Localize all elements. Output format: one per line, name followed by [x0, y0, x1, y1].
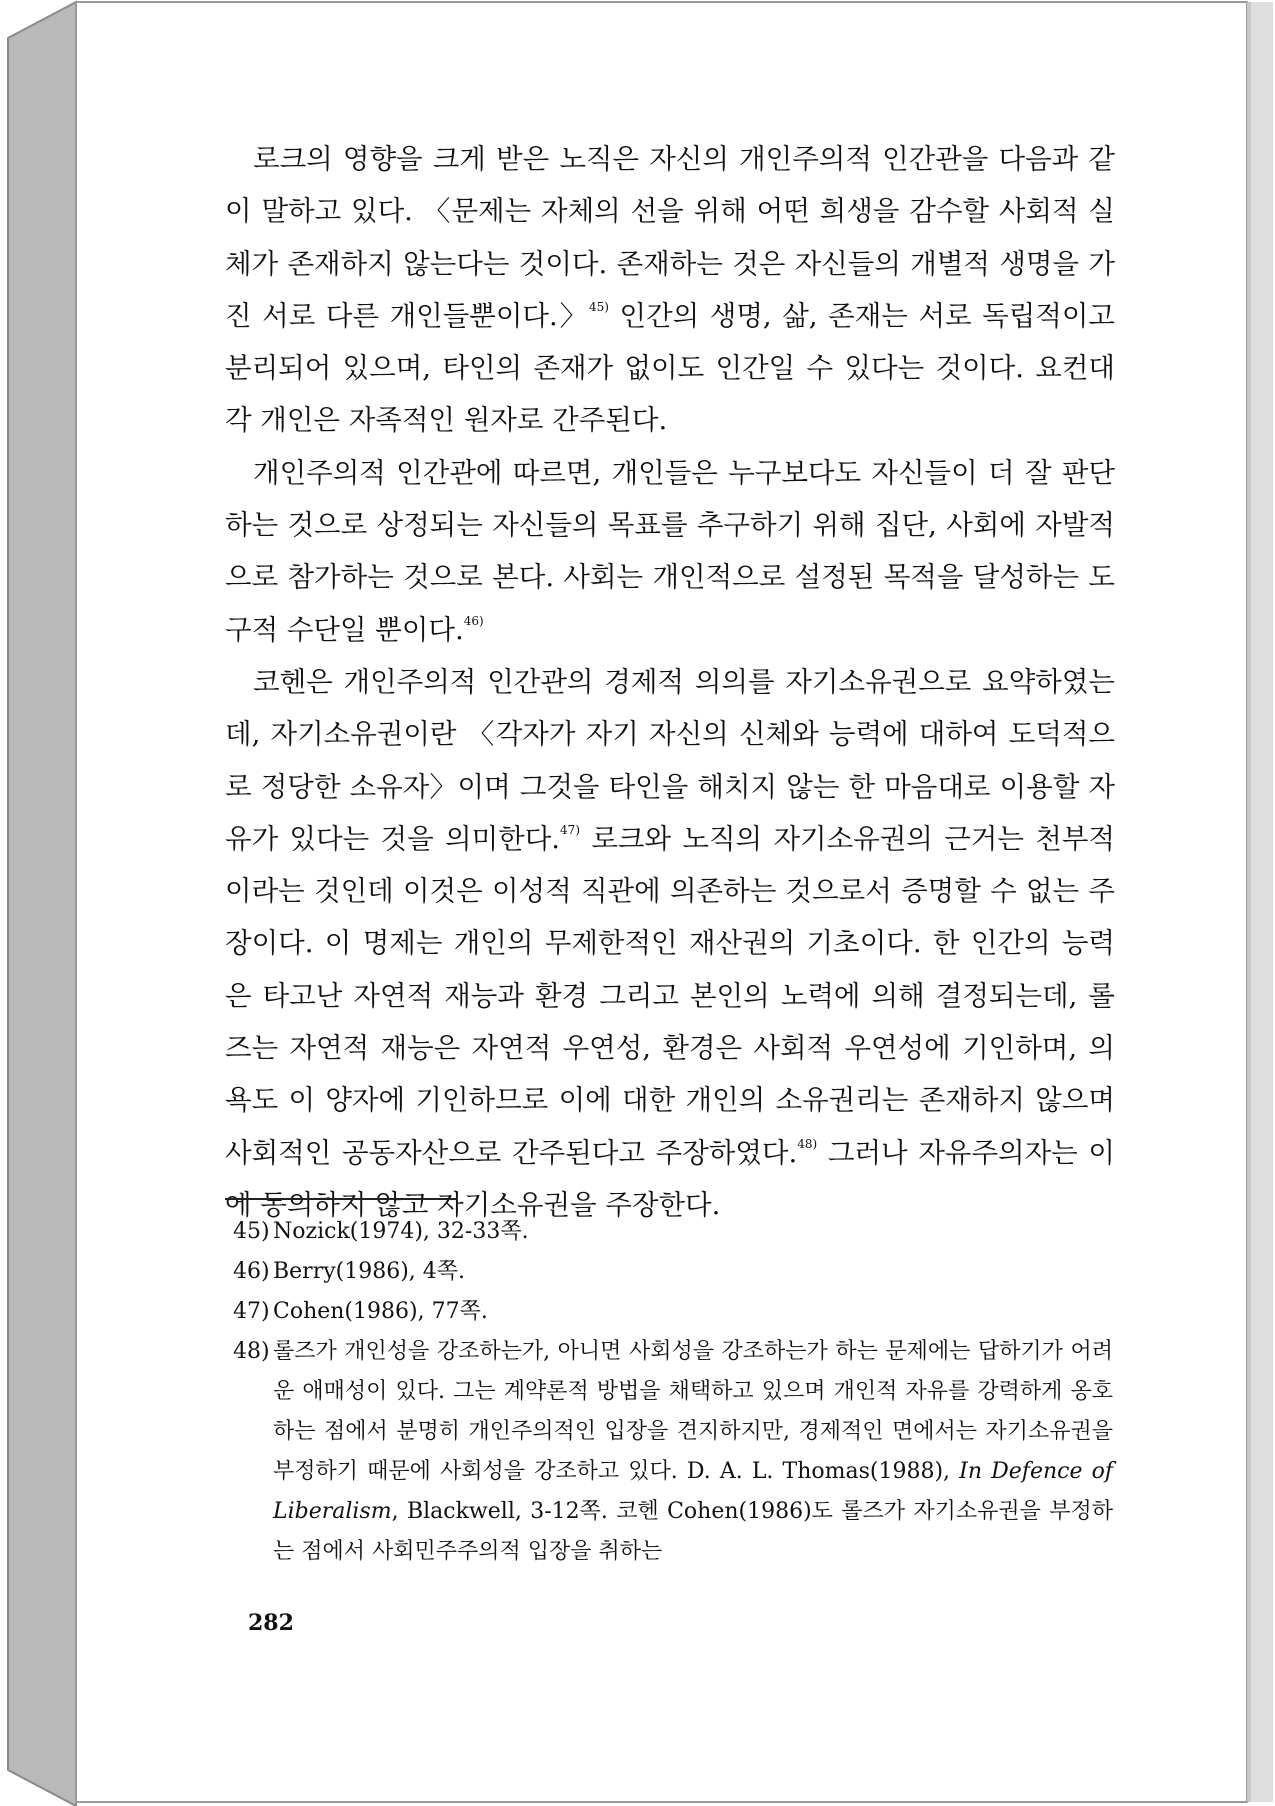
footnote-48 — [233, 1332, 1113, 1572]
paragraph-2: 개인주의적 인간관에 따르면, 개인들은 누구보다도 자신들이 더 잘 판단하는 것으로 상정되는 자신들의 목표를 추구하기 위해 집단, 사회에 자발적으로 참가하는 것으로 본다. 사회는 개인적으로 설정된 목적을 달성하는 도구적 수단일 뿐이다.$^{46)}$ — [225, 456, 1115, 646]
footnotes — [233, 1212, 1113, 1572]
footnote-separator — [225, 1198, 457, 1200]
page-number: 282 — [248, 1610, 294, 1636]
footnote-47 — [233, 1292, 1113, 1332]
footnote-text: 롤즈가 개인성을 강조하는가, 아니면 사회성을 강조하는가 하는 문제에는 답하기가 어려운 애매성이 있다. 그는 계약론적 방법을 채택하고 있으며 개인적 자유를 강력하게 옹호하는 점에서 분명히 개인주의적인 입장을 견지하지만, 경제적인 면에서는 자기소유권을 부정하기 때문에 사회성을 강조하고 있다. D. A. L. Thomas(1988), In Defence of Liberalism, Blackwell, 3-12쪽. 코헨 Cohen(1986)도 롤즈가 자기소유권을 부정하는 점에서 사회민주주의적 입장을 취하는 — [273, 1339, 1113, 1564]
paragraph-3: 코헨은 개인주의적 인간관의 경제적 의의를 자기소유권으로 요약하였는데, 자기소유권이란 〈각자가 자기 자신의 신체와 능력에 대하여 도덕적으로 정당한 소유자〉이며 그것을 타인을 해치지 않는 한 마음대로 이용할 자유가 있다는 것을 의미한다.$^{47)}$ 로크와 노직의 자기소유권의 근거는 천부적이라는 것인데 이것은 이성적 직관에 의존하는 것으로서 증명할 수 없는 주장이다. 이 명제는 개인의 무제한적인 재산권의 기초이다. 한 인간의 능력은 타고난 자연적 재능과 환경 그리고 본인의 노력에 의해 결정되는데, 롤즈는 자연적 재능은 자연적 우연성, 환경은 사회적 우연성에 기인하며, 의욕도 이 양자에 기인하므로 이에 대한 개인의 소유권리는 존재하지 않으며 사회적인 공동자산으로 간주된다고 주장하였다.$^{48)}$ 그러나 자유주의자는 이에 동의하지 않고 자기소유권을 주장한다. — [225, 665, 1115, 1221]
footnote-text: Cohen(1986), 77쪽. — [273, 1299, 488, 1324]
footnote-text: Nozick(1974), 32-33쪽. — [273, 1219, 529, 1244]
footnote-number: 47) — [233, 1299, 270, 1324]
footnote-number: 46) — [233, 1259, 270, 1284]
footnote-45 — [233, 1212, 1113, 1252]
footnote-ref-47[interactable]: 47) — [560, 822, 580, 837]
footnote-text: Berry(1986), 4쪽. — [273, 1259, 466, 1284]
footnote-ref-45[interactable]: 45) — [588, 299, 609, 314]
footnote-number: 48) — [233, 1339, 270, 1364]
body-text — [225, 133, 1115, 1231]
footnote-ref-46[interactable]: 46) — [463, 613, 484, 628]
book-title: In Defence of Liberalism — [273, 1459, 1113, 1524]
footnote-ref-48[interactable]: 48) — [797, 1136, 818, 1151]
paragraph-1: 로크의 영향을 크게 받은 노직은 자신의 개인주의적 인간관을 다음과 같이 말하고 있다. 〈문제는 자체의 선을 위해 어떤 희생을 감수할 사회적 실체가 존재하지 않는다는 것이다. 존재하는 것은 자신들의 개별적 생명을 가진 서로 다른 개인들뿐이다.〉$^{45)}$ 인간의 생명, 삶, 존재는 서로 독립적이고 분리되어 있으며, 타인의 존재가 없이도 인간일 수 있다는 것이다. 요컨대 각 개인은 자족적인 원자로 간주된다. — [225, 143, 1115, 437]
footnote-number: 45) — [233, 1219, 270, 1244]
footnote-46 — [233, 1252, 1113, 1292]
